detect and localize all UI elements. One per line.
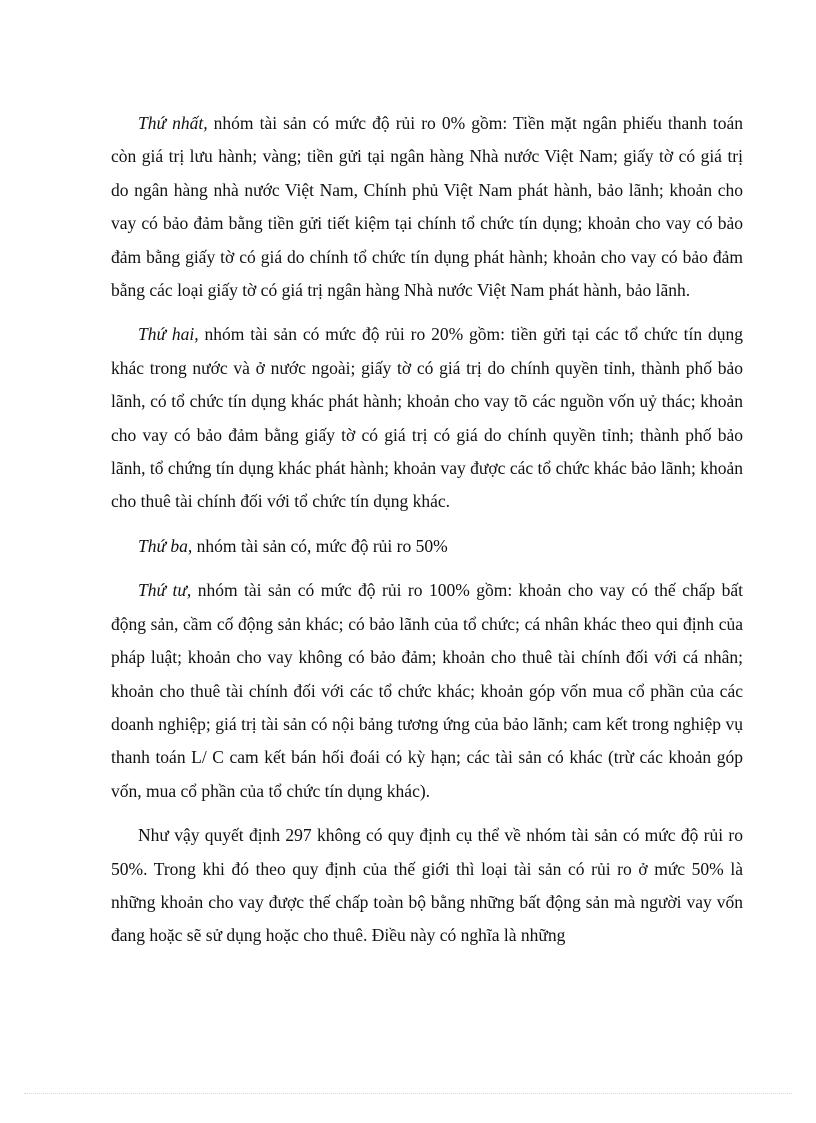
paragraph-text: nhóm tài sản có mức độ rủi ro 20% gồm: tiền gửi tại các tổ chức tín dụng khác trong nước và ở nước ngoài; giấy tờ có giá trị do chính quyền tỉnh, thành phố bảo lãnh, có tổ chức tín dụng khác phát hành; khoản cho vay tõ các nguồn vốn uỷ thác; khoản cho vay có bảo đảm bằng giấy tờ có giá trị có giá do chính quyền tỉnh; thành phố bảo lãnh, tổ chứng tín dụng khác phát hành; khoản vay được các tổ chức khác bảo lãnh; khoản cho thuê tài chính đối với tổ chức tín dụng khác. xyxy=(111,324,743,512)
paragraph-lead: Thứ tư, xyxy=(138,580,192,601)
page-bottom-divider xyxy=(24,1093,792,1094)
paragraph-lead: Thứ hai, xyxy=(138,324,199,345)
paragraph-text: nhóm tài sản có mức độ rủi ro 100% gồm: khoản cho vay có thế chấp bất động sản, cầm cố động sản khác; có bảo lãnh của tổ chức; cá nhân khác theo qui định của pháp luật; khoản cho vay không có bảo đảm; khoản cho thuê tài chính đối với cá nhân; khoản cho thuê tài chính đối với các tổ chức khác; khoản góp vốn mua cổ phần của các doanh nghiệp; giá trị tài sản có nội bảng tương ứng của bảo lãnh; cam kết trong nghiệp vụ thanh toán L/ C cam kết bán hối đoái có kỳ hạn; các tài sản có khác (trừ các khoản góp vốn, mua cổ phần của tổ chức tín dụng khác). xyxy=(111,580,743,801)
paragraph-lead: Thứ nhất, xyxy=(138,113,208,133)
paragraph-group-1 xyxy=(111,107,743,307)
document-body xyxy=(111,107,743,953)
paragraph-text: nhóm tài sản có mức độ rủi ro 0% gồm: Tiền mặt ngân phiếu thanh toán còn giá trị lưu hành; vàng; tiền gửi tại ngân hàng Nhà nước Việt Nam; giấy tờ có giá trị do ngân hàng nhà nước Việt Nam, Chính phủ Việt Nam phát hành, bảo lãnh; khoản cho vay có bảo đảm bằng tiền gửi tiết kiệm tại chính tổ chức tín dụng; khoản cho vay có bảo đảm bằng giấy tờ có giá do chính tổ chức tín dụng phát hành; khoản cho vay có bảo đảm bằng các loại giấy tờ có giá trị ngân hàng Nhà nước Việt Nam phát hành, bảo lãnh. xyxy=(111,113,743,301)
paragraph-text: nhóm tài sản có, mức độ rủi ro 50% xyxy=(192,535,448,556)
paragraph-group-2 xyxy=(111,318,743,518)
paragraph-lead: Thứ ba, xyxy=(138,535,193,556)
paragraph-conclusion xyxy=(111,819,743,953)
paragraph-group-3 xyxy=(111,530,743,563)
paragraph-group-4 xyxy=(111,574,743,808)
paragraph-text: Như vậy quyết định 297 không có quy định cụ thể về nhóm tài sản có mức độ rủi ro 50%. Trong khi đó theo quy định của thế giới thì loại tài sản có rủi ro ở mức 50% là những khoản cho vay được thế chấp toàn bộ bằng những bất động sản mà người vay vốn đang hoặc sẽ sử dụng hoặc cho thuê. Điều này có nghĩa là những xyxy=(111,825,743,946)
